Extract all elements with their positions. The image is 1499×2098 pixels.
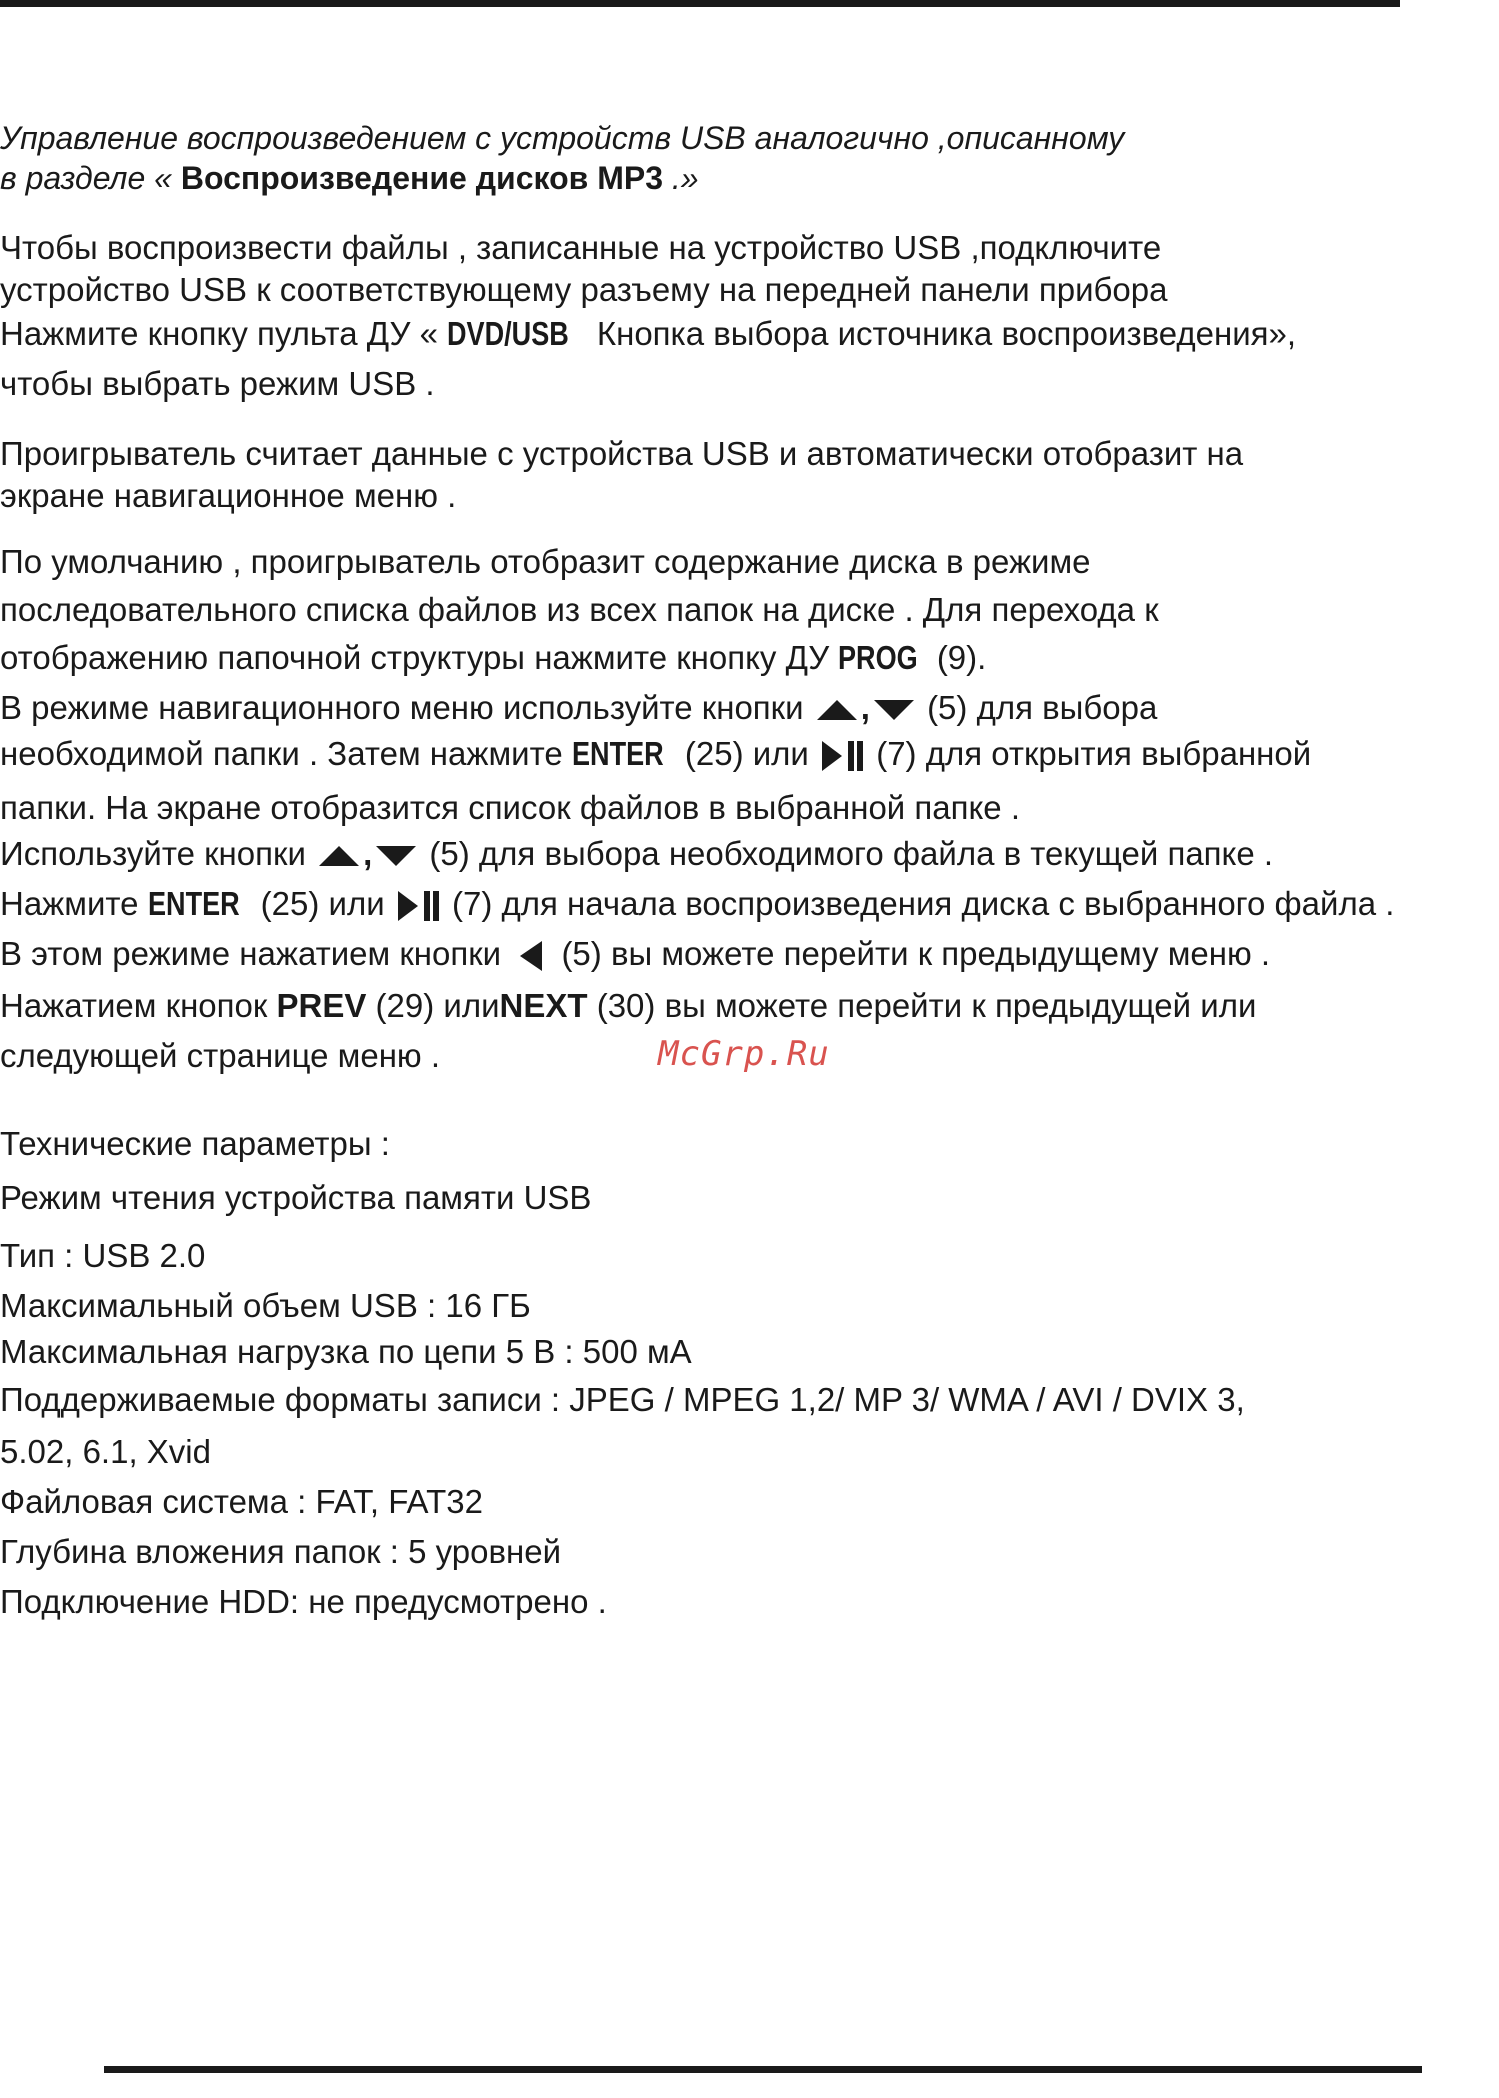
triangle-up-icon: [817, 700, 857, 720]
para3-line-1: По умолчанию , проигрыватель отобразит содержание диска в режиме: [0, 543, 1091, 580]
spec-type: Тип : USB 2.0: [0, 1237, 206, 1274]
para3-line-8-suffix: (7) для начала воспроизведения диска с выбранного файла .: [452, 885, 1395, 922]
bottom-rule: [104, 2066, 1422, 2073]
para3-line-3-prefix: отображению папочной структуры нажмите кнопку ДУ: [0, 639, 830, 676]
para3-line-10-mid: (29) или: [375, 987, 500, 1024]
spec-mode: Режим чтения устройства памяти USB: [0, 1179, 592, 1216]
specs-heading: Технические параметры :: [0, 1125, 390, 1162]
spec-max-volume: Максимальный объем USB : 16 ГБ: [0, 1287, 531, 1324]
para3-line-5-suffix: (7) для открытия выбранной: [876, 735, 1312, 772]
watermark: McGrp.Ru: [658, 1034, 830, 1074]
para3-line-7-suffix: (5) для выбора необходимого файла в текущей папке .: [429, 835, 1274, 872]
para3-line-9-suffix: (5) вы можете перейти к предыдущему меню .: [561, 935, 1271, 972]
intro-line-1: Управление воспроизведением с устройств USB аналогично ,описанному: [0, 120, 1125, 156]
para3-line-5: [0, 734, 1311, 774]
prog-key-label: PROG: [838, 639, 919, 676]
para3-line-5-mid: (25) или: [684, 735, 809, 772]
para3-line-2: последовательного списка файлов из всех папок на диске . Для перехода к: [0, 591, 1159, 628]
para3-line-8: [0, 884, 1394, 924]
next-key-label: NEXT: [499, 987, 588, 1024]
para3-line-7: [0, 834, 1273, 874]
para1-line-3-prefix: Нажмите кнопку пульта ДУ «: [0, 315, 438, 352]
para3-line-10-suffix: (30) вы можете перейти к предыдущей или: [596, 987, 1257, 1024]
para3-line-7-prefix: Используйте кнопки: [0, 835, 306, 872]
para1-line-4: чтобы выбрать режим USB .: [0, 365, 435, 402]
spec-formats-line-1: Поддерживаемые форматы записи : JPEG / MPEG 1,2/ MP 3/ WMA / AVI / DVIX 3,: [0, 1381, 1245, 1418]
para3-line-3: [0, 638, 986, 678]
para2-line-2: экране навигационное меню .: [0, 477, 457, 514]
separator: ,: [860, 689, 870, 726]
section-reference: Воспроизведение дисков MP3: [180, 160, 663, 196]
para3-line-4-prefix: В режиме навигационного меню используйте кнопки: [0, 689, 804, 726]
para3-line-8-prefix: Нажмите: [0, 885, 139, 922]
spec-filesystem: Файловая система : FAT, FAT32: [0, 1483, 483, 1520]
play-pause-icon: [822, 741, 863, 771]
para3-line-10: [0, 986, 1256, 1026]
spec-formats-line-2: 5.02, 6.1, Xvid: [0, 1433, 211, 1470]
top-rule: [0, 0, 1400, 7]
para3-line-6: папки. На экране отобразится список файлов в выбранной папке .: [0, 789, 1020, 826]
prev-key-label: PREV: [276, 987, 367, 1024]
para3-line-8-mid: (25) или: [260, 885, 385, 922]
intro-prefix: в разделе «: [0, 160, 172, 196]
para3-line-3-suffix: (9).: [936, 639, 987, 676]
para2-line-1: Проигрыватель считает данные с устройства USB и автоматически отобразит на: [0, 435, 1244, 472]
spec-hdd: Подключение HDD: не предусмотрено .: [0, 1583, 607, 1620]
dvd-usb-key-label: DVD/USB: [447, 315, 569, 352]
triangle-left-icon: [520, 941, 542, 971]
para3-line-4-suffix: (5) для выбора: [927, 689, 1158, 726]
para3-line-5-prefix: необходимой папки . Затем нажмите: [0, 735, 563, 772]
spec-max-load: Максимальная нагрузка по цепи 5 В : 500 мА: [0, 1333, 692, 1370]
triangle-down-icon: [376, 846, 416, 866]
intro-line-2: [0, 158, 699, 198]
enter-key-label: ENTER: [147, 885, 240, 922]
para1-line-2: устройство USB к соответствующему разъему на передней панели прибора: [0, 271, 1168, 308]
para1-line-1: Чтобы воспроизвести файлы , записанные на устройство USB ,подключите: [0, 229, 1162, 266]
para3-line-10-prefix: Нажатием кнопок: [0, 987, 268, 1024]
triangle-up-icon: [319, 846, 359, 866]
enter-key-label: ENTER: [571, 735, 664, 772]
intro-suffix: .»: [671, 160, 699, 196]
para3-line-11: следующей странице меню .: [0, 1037, 441, 1074]
spec-depth: Глубина вложения папок : 5 уровней: [0, 1533, 562, 1570]
para3-line-9: [0, 934, 1270, 974]
para1-line-3: [0, 314, 1296, 354]
triangle-down-icon: [874, 700, 914, 720]
play-pause-icon: [398, 891, 439, 921]
para1-line-3-suffix: Кнопка выбора источника воспроизведения»,: [596, 315, 1297, 352]
para3-line-9-prefix: В этом режиме нажатием кнопки: [0, 935, 502, 972]
separator: ,: [363, 835, 373, 872]
para3-line-4: [0, 688, 1157, 728]
